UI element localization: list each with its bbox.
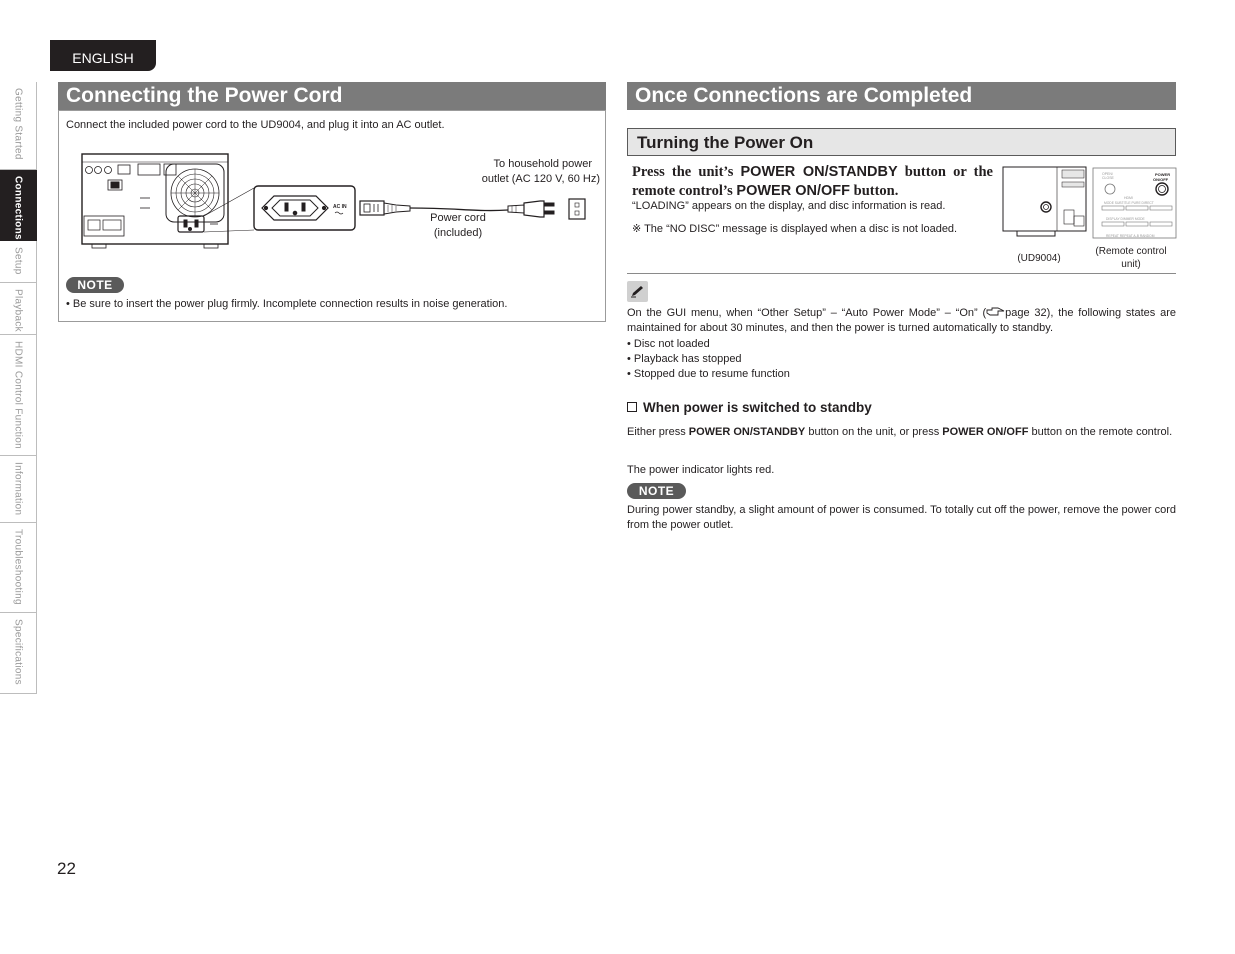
standby-button-remote: POWER ON/OFF xyxy=(942,426,1029,438)
caption-remote-line-1: (Remote control xyxy=(1095,246,1167,257)
list-item: • Playback has stopped xyxy=(627,353,742,365)
svg-text:POWER: POWER xyxy=(1155,172,1171,177)
power-on-instruction xyxy=(632,163,993,201)
lead-text-1: Press the unit’s xyxy=(632,164,741,180)
unit-rear-panel xyxy=(82,154,228,248)
power-cord-note: • Be sure to insert the power plug firmly. Incomplete connection results in noise generation. xyxy=(66,298,508,310)
side-tab-setup[interactable] xyxy=(0,241,37,283)
outlet-label-line-1: To household power xyxy=(493,158,592,170)
svg-text:CLOSE: CLOSE xyxy=(1102,176,1114,180)
auto-power-text-1: On the GUI menu, when “Other Setup” – “Auto Power Mode” – “On” ( xyxy=(627,307,987,319)
loading-text: “LOADING” appears on the display, and disc information is read. xyxy=(632,200,946,212)
auto-power-text xyxy=(627,306,1176,336)
lead-text-3: button. xyxy=(850,183,899,199)
pencil-icon xyxy=(627,281,648,302)
power-cord-note-text: Be sure to insert the power plug firmly. Incomplete connection results in noise generation. xyxy=(72,298,508,310)
unit-remote-illustration xyxy=(1002,164,1178,244)
side-tab-information[interactable] xyxy=(0,456,37,523)
power-cord-intro: Connect the included power cord to the UD9004, and plug it into an AC outlet. xyxy=(66,119,445,131)
svg-text:REPEAT REPEAT A-B RANDOM: REPEAT REPEAT A-B RANDOM xyxy=(1106,234,1155,238)
lead-button-remote: POWER ON/OFF xyxy=(736,183,851,199)
caption-remote-line-2: unit) xyxy=(1121,259,1141,270)
no-disc-text: ※ The “NO DISC” message is displayed when a disc is not loaded. xyxy=(632,223,958,235)
standby-text-3: button on the remote control. xyxy=(1028,426,1173,438)
remote-control-illustration xyxy=(1093,168,1176,238)
section-title-connections-completed: Once Connections are Completed xyxy=(627,82,1176,110)
section-title-power-cord: Connecting the Power Cord xyxy=(58,82,606,110)
side-tab-hdmi-control-function[interactable] xyxy=(0,335,37,456)
side-nav xyxy=(0,82,38,694)
ac-in-label: AC IN xyxy=(333,204,347,210)
side-tab-label: HDMI Control Function xyxy=(12,341,24,449)
list-item: • Stopped due to resume function xyxy=(627,368,790,380)
standby-note: During power standby, a slight amount of power is consumed. To totally cut off the power, remove the power cord from the power outlet. xyxy=(627,504,1176,531)
memo-pencil-icon xyxy=(627,281,648,302)
side-tab-getting-started[interactable] xyxy=(0,82,37,170)
caption-remote xyxy=(1086,245,1176,271)
power-cord-label xyxy=(412,211,504,241)
outlet-label-line-2: outlet (AC 120 V, 60 Hz) xyxy=(481,173,600,185)
note-badge: NOTE xyxy=(66,277,124,293)
outlet-label xyxy=(440,157,600,187)
standby-text xyxy=(627,425,1176,440)
auto-power-text-2: page 32), the following states are maintained for about 30 minutes, and then the power is turned automatically to standby. xyxy=(627,307,1176,334)
language-tab: ENGLISH xyxy=(50,40,156,71)
list-item-text: Stopped due to resume function xyxy=(633,368,790,380)
svg-text:OPEN/: OPEN/ xyxy=(1102,172,1113,176)
side-tab-label: Specifications xyxy=(12,619,24,685)
side-tab-label: Playback xyxy=(12,289,24,332)
side-tab-label: Getting Started xyxy=(12,88,24,160)
svg-text:HDMI: HDMI xyxy=(1124,196,1133,200)
unit-front-illustration xyxy=(1003,167,1086,236)
standby-text-1: Either press xyxy=(627,426,689,438)
pointing-hand-icon xyxy=(986,307,1005,317)
caption-unit: (UD9004) xyxy=(1017,253,1061,264)
lead-text-2: button or the remote control’s xyxy=(632,164,993,199)
standby-heading xyxy=(627,399,1176,416)
side-tab-connections[interactable] xyxy=(0,170,37,241)
power-cord-label-line-2: (included) xyxy=(433,227,483,239)
standby-button-unit: POWER ON/STANDBY xyxy=(688,426,806,438)
note-badge: NOTE xyxy=(627,483,686,499)
svg-text:ON/OFF: ON/OFF xyxy=(1153,177,1169,182)
auto-power-states-list xyxy=(627,337,1027,382)
checkbox-square-icon xyxy=(627,402,637,412)
side-tab-label: Troubleshooting xyxy=(12,529,24,605)
list-item-text: Playback has stopped xyxy=(633,353,742,365)
side-tab-label: Information xyxy=(12,462,24,516)
list-item-text: Disc not loaded xyxy=(633,338,710,350)
side-tab-label: Connections xyxy=(12,176,24,240)
list-item: • Disc not loaded xyxy=(627,338,710,350)
svg-text:MODE SUBTITLE PURE DIRECT: MODE SUBTITLE PURE DIRECT xyxy=(1104,201,1154,205)
svg-text:DISPLAY DIMMER MODE: DISPLAY DIMMER MODE xyxy=(1106,217,1145,221)
indicator-text: The power indicator lights red. xyxy=(627,464,775,476)
divider xyxy=(627,273,1176,274)
subsection-title-power-on: Turning the Power On xyxy=(627,128,1176,156)
page-number: 22 xyxy=(57,859,76,878)
ac-inlet-enlarged xyxy=(254,186,355,230)
standby-heading-text: When power is switched to standby xyxy=(643,400,872,415)
side-tab-playback[interactable] xyxy=(0,283,37,335)
side-tab-label: Setup xyxy=(12,247,24,275)
side-tab-specifications[interactable] xyxy=(0,613,37,694)
standby-text-2: button on the unit, or press xyxy=(805,426,943,438)
lead-button-unit: POWER ON/STANDBY xyxy=(740,164,898,180)
power-cord-label-line-1: Power cord xyxy=(430,212,486,224)
side-tab-troubleshooting[interactable] xyxy=(0,523,37,613)
